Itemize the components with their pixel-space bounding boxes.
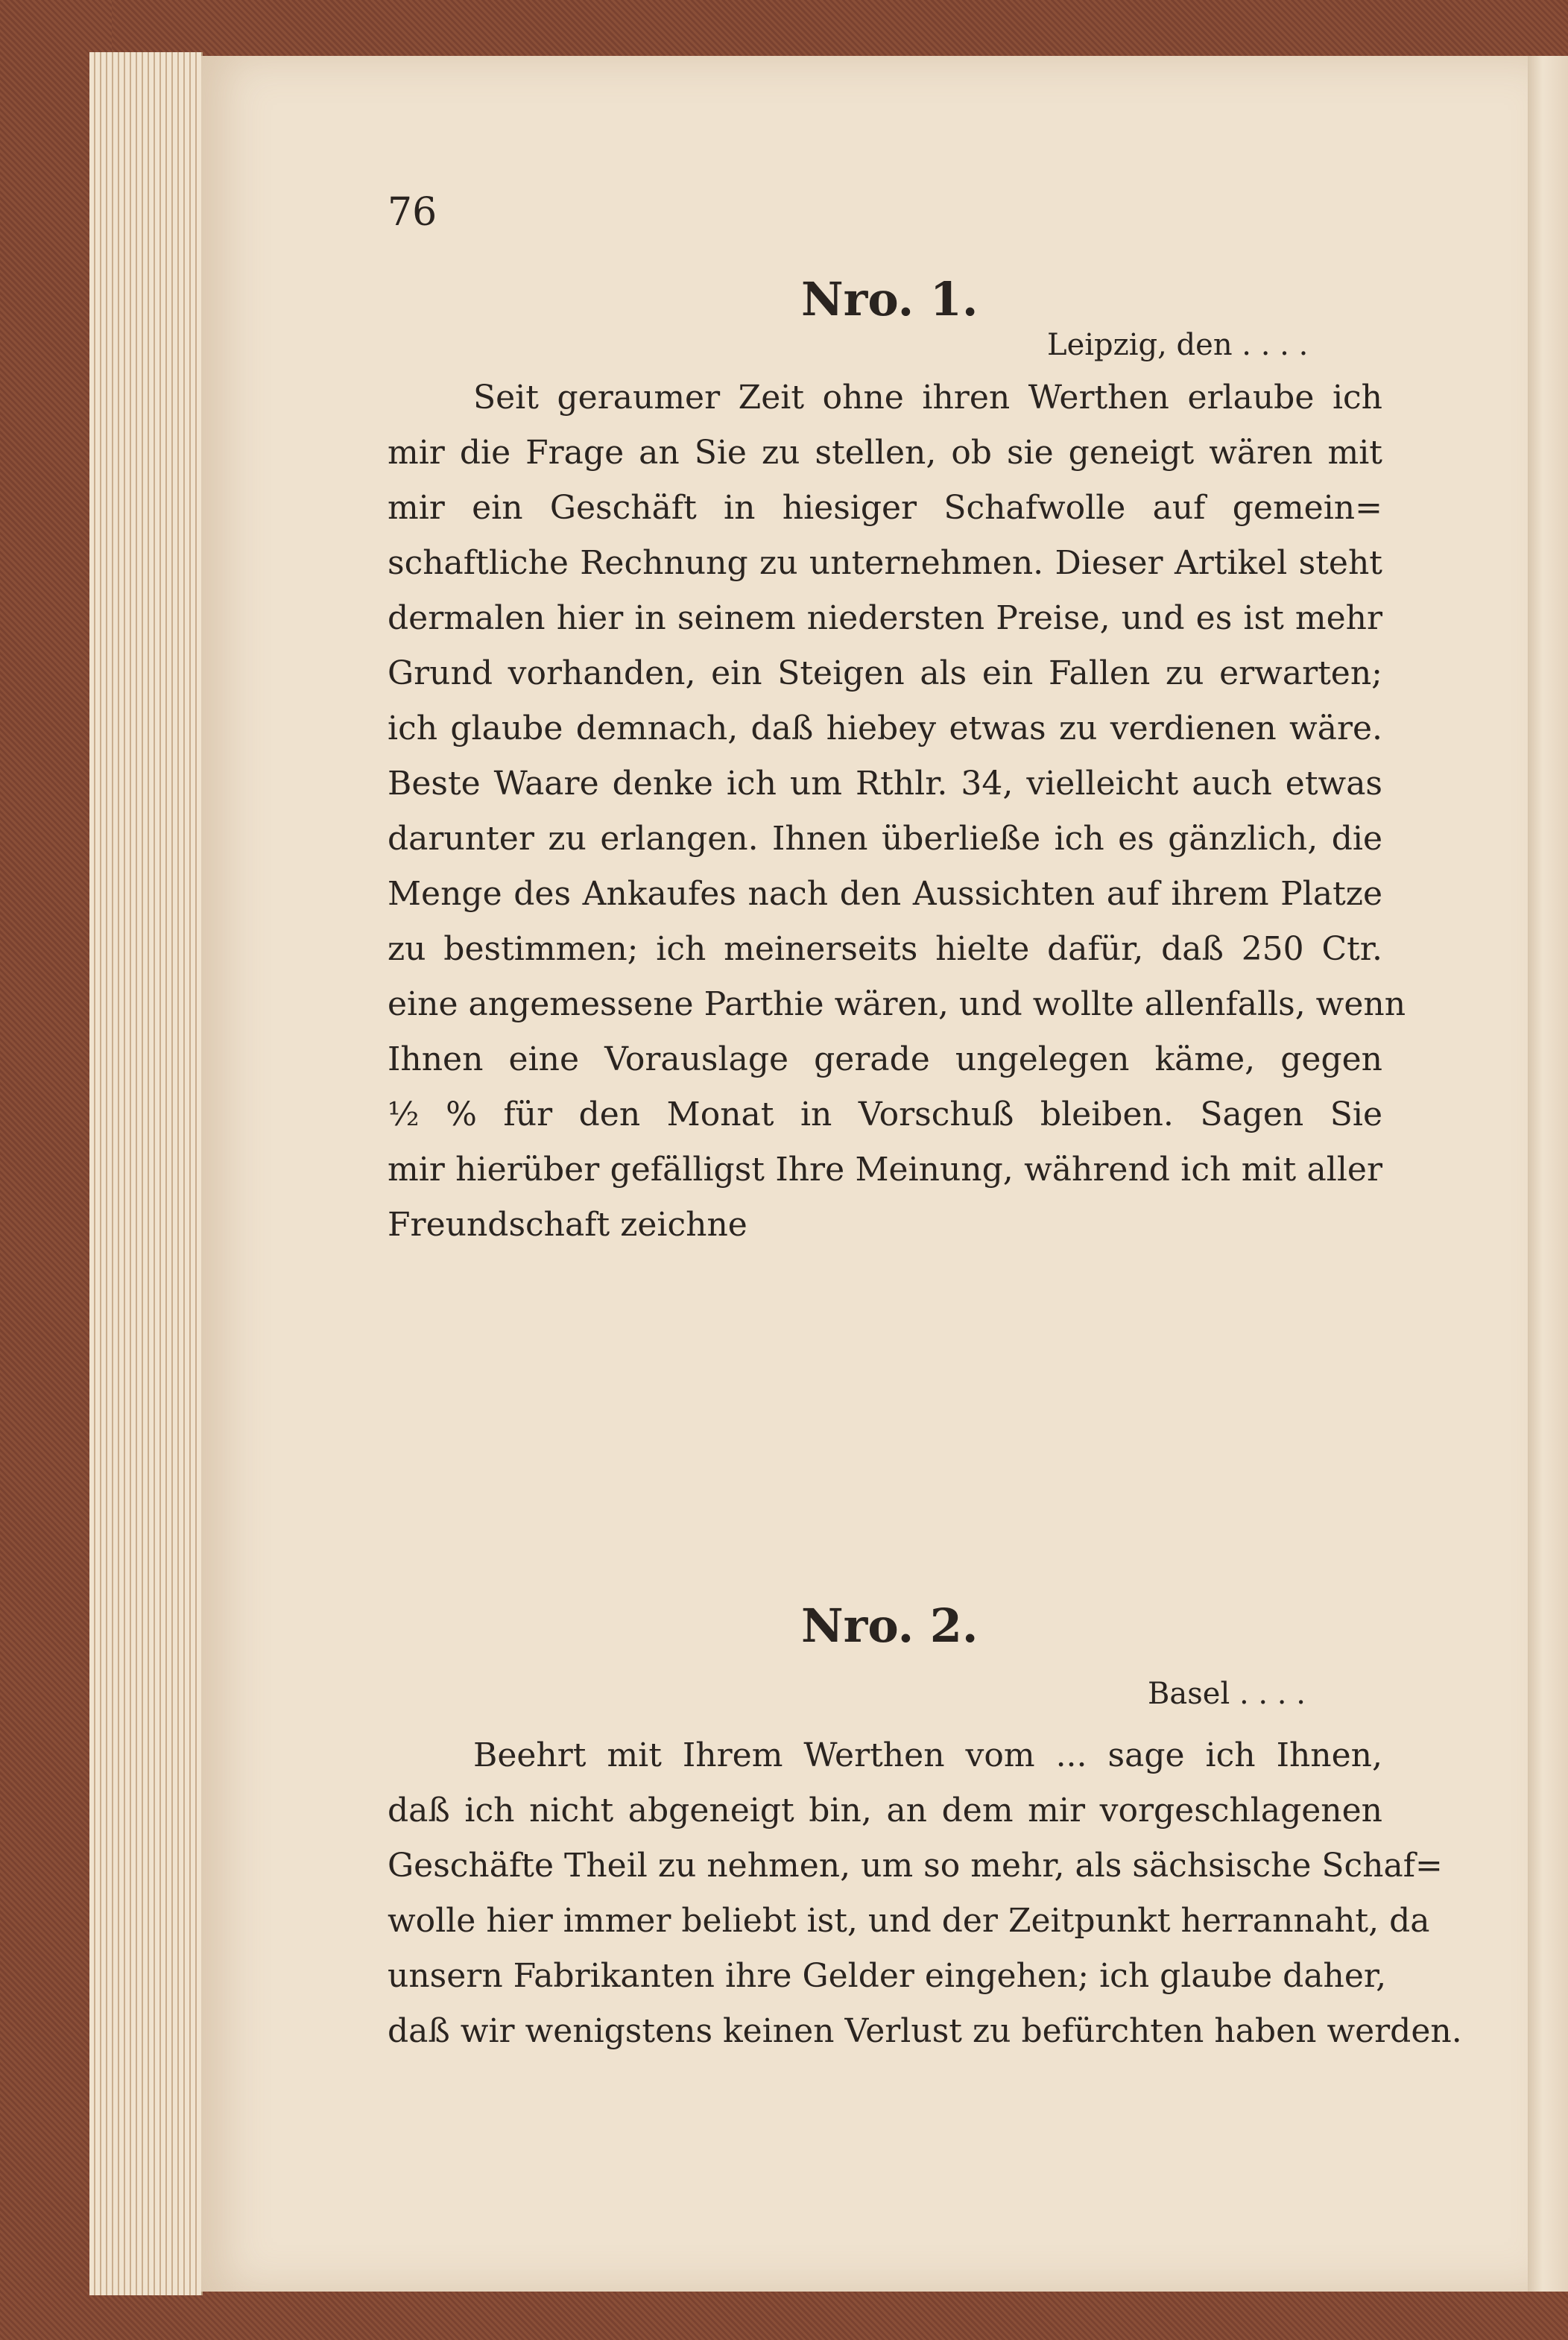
page-number: 76 <box>388 190 437 235</box>
letter-2-line: daß ich nicht abgeneigt bin, an dem mir vorgeschlagenen <box>388 1792 1382 1830</box>
letter-1-line: dermalen hier in seinem niedersten Preise, und es ist mehr <box>388 599 1382 637</box>
letter-2-heading: Nro. 2. <box>801 1599 979 1653</box>
letter-1-line: ich glaube demnach, daß hiebey etwas zu verdienen wäre. <box>388 709 1382 747</box>
letter-2-line: Beehrt mit Ihrem Werthen vom ... sage ich Ihnen, <box>473 1736 1382 1774</box>
letter-2-line: wolle hier immer beliebt ist, und der Zeitpunkt herrannaht, da <box>388 1902 1430 1940</box>
facing-page-edge <box>1528 56 1568 2292</box>
letter-1-line: darunter zu erlangen. Ihnen überließe ich es gänzlich, die <box>388 820 1382 858</box>
letter-1-line: ½ % für den Monat in Vorschuß bleiben. Sagen Sie <box>388 1095 1382 1133</box>
letter-1-line: Seit geraumer Zeit ohne ihren Werthen erlaube ich <box>473 379 1382 417</box>
letter-1-line: schaftliche Rechnung zu unternehmen. Dieser Artikel steht <box>388 544 1382 582</box>
letter-2-line: Geschäfte Theil zu nehmen, um so mehr, als sächsische Schaf= <box>388 1847 1443 1885</box>
letter-2-line: unsern Fabrikanten ihre Gelder eingehen; ich glaube daher, <box>388 1957 1387 1995</box>
letter-1-line: zu bestimmen; ich meinerseits hielte dafür, daß 250 Ctr. <box>388 930 1382 968</box>
letter-1-line: Beste Waare denke ich um Rthlr. 34, vielleicht auch etwas <box>388 765 1382 803</box>
letter-1-line: mir die Frage an Sie zu stellen, ob sie geneigt wären mit <box>388 434 1382 472</box>
letter-1-line: Grund vorhanden, ein Steigen als ein Fallen zu erwarten; <box>388 654 1382 692</box>
letter-1-line: Ihnen eine Vorauslage gerade ungelegen käme, gegen <box>388 1040 1382 1078</box>
letter-1-dateline: Leipzig, den . . . . <box>1047 328 1309 362</box>
letter-1-line: Menge des Ankaufes nach den Aussichten auf ihrem Platze <box>388 875 1382 913</box>
book-cover-top <box>0 0 1568 60</box>
letter-1-line: mir hierüber gefälligst Ihre Meinung, während ich mit aller <box>388 1151 1382 1189</box>
letter-1-line: mir ein Geschäft in hiesiger Schafwolle auf gemein= <box>388 489 1382 527</box>
letter-1-heading: Nro. 1. <box>801 272 979 326</box>
letter-1-line: Freundschaft zeichne <box>388 1206 747 1244</box>
letter-1-line: eine angemessene Parthie wären, und wollte allenfalls, wenn <box>388 985 1406 1023</box>
page-edges-stack <box>89 52 203 2295</box>
letter-2-dateline: Basel . . . . <box>1148 1677 1306 1711</box>
book-cover-bottom <box>0 2292 1568 2340</box>
letter-2-line: daß wir wenigstens keinen Verlust zu befürchten haben werden. <box>388 2012 1462 2050</box>
